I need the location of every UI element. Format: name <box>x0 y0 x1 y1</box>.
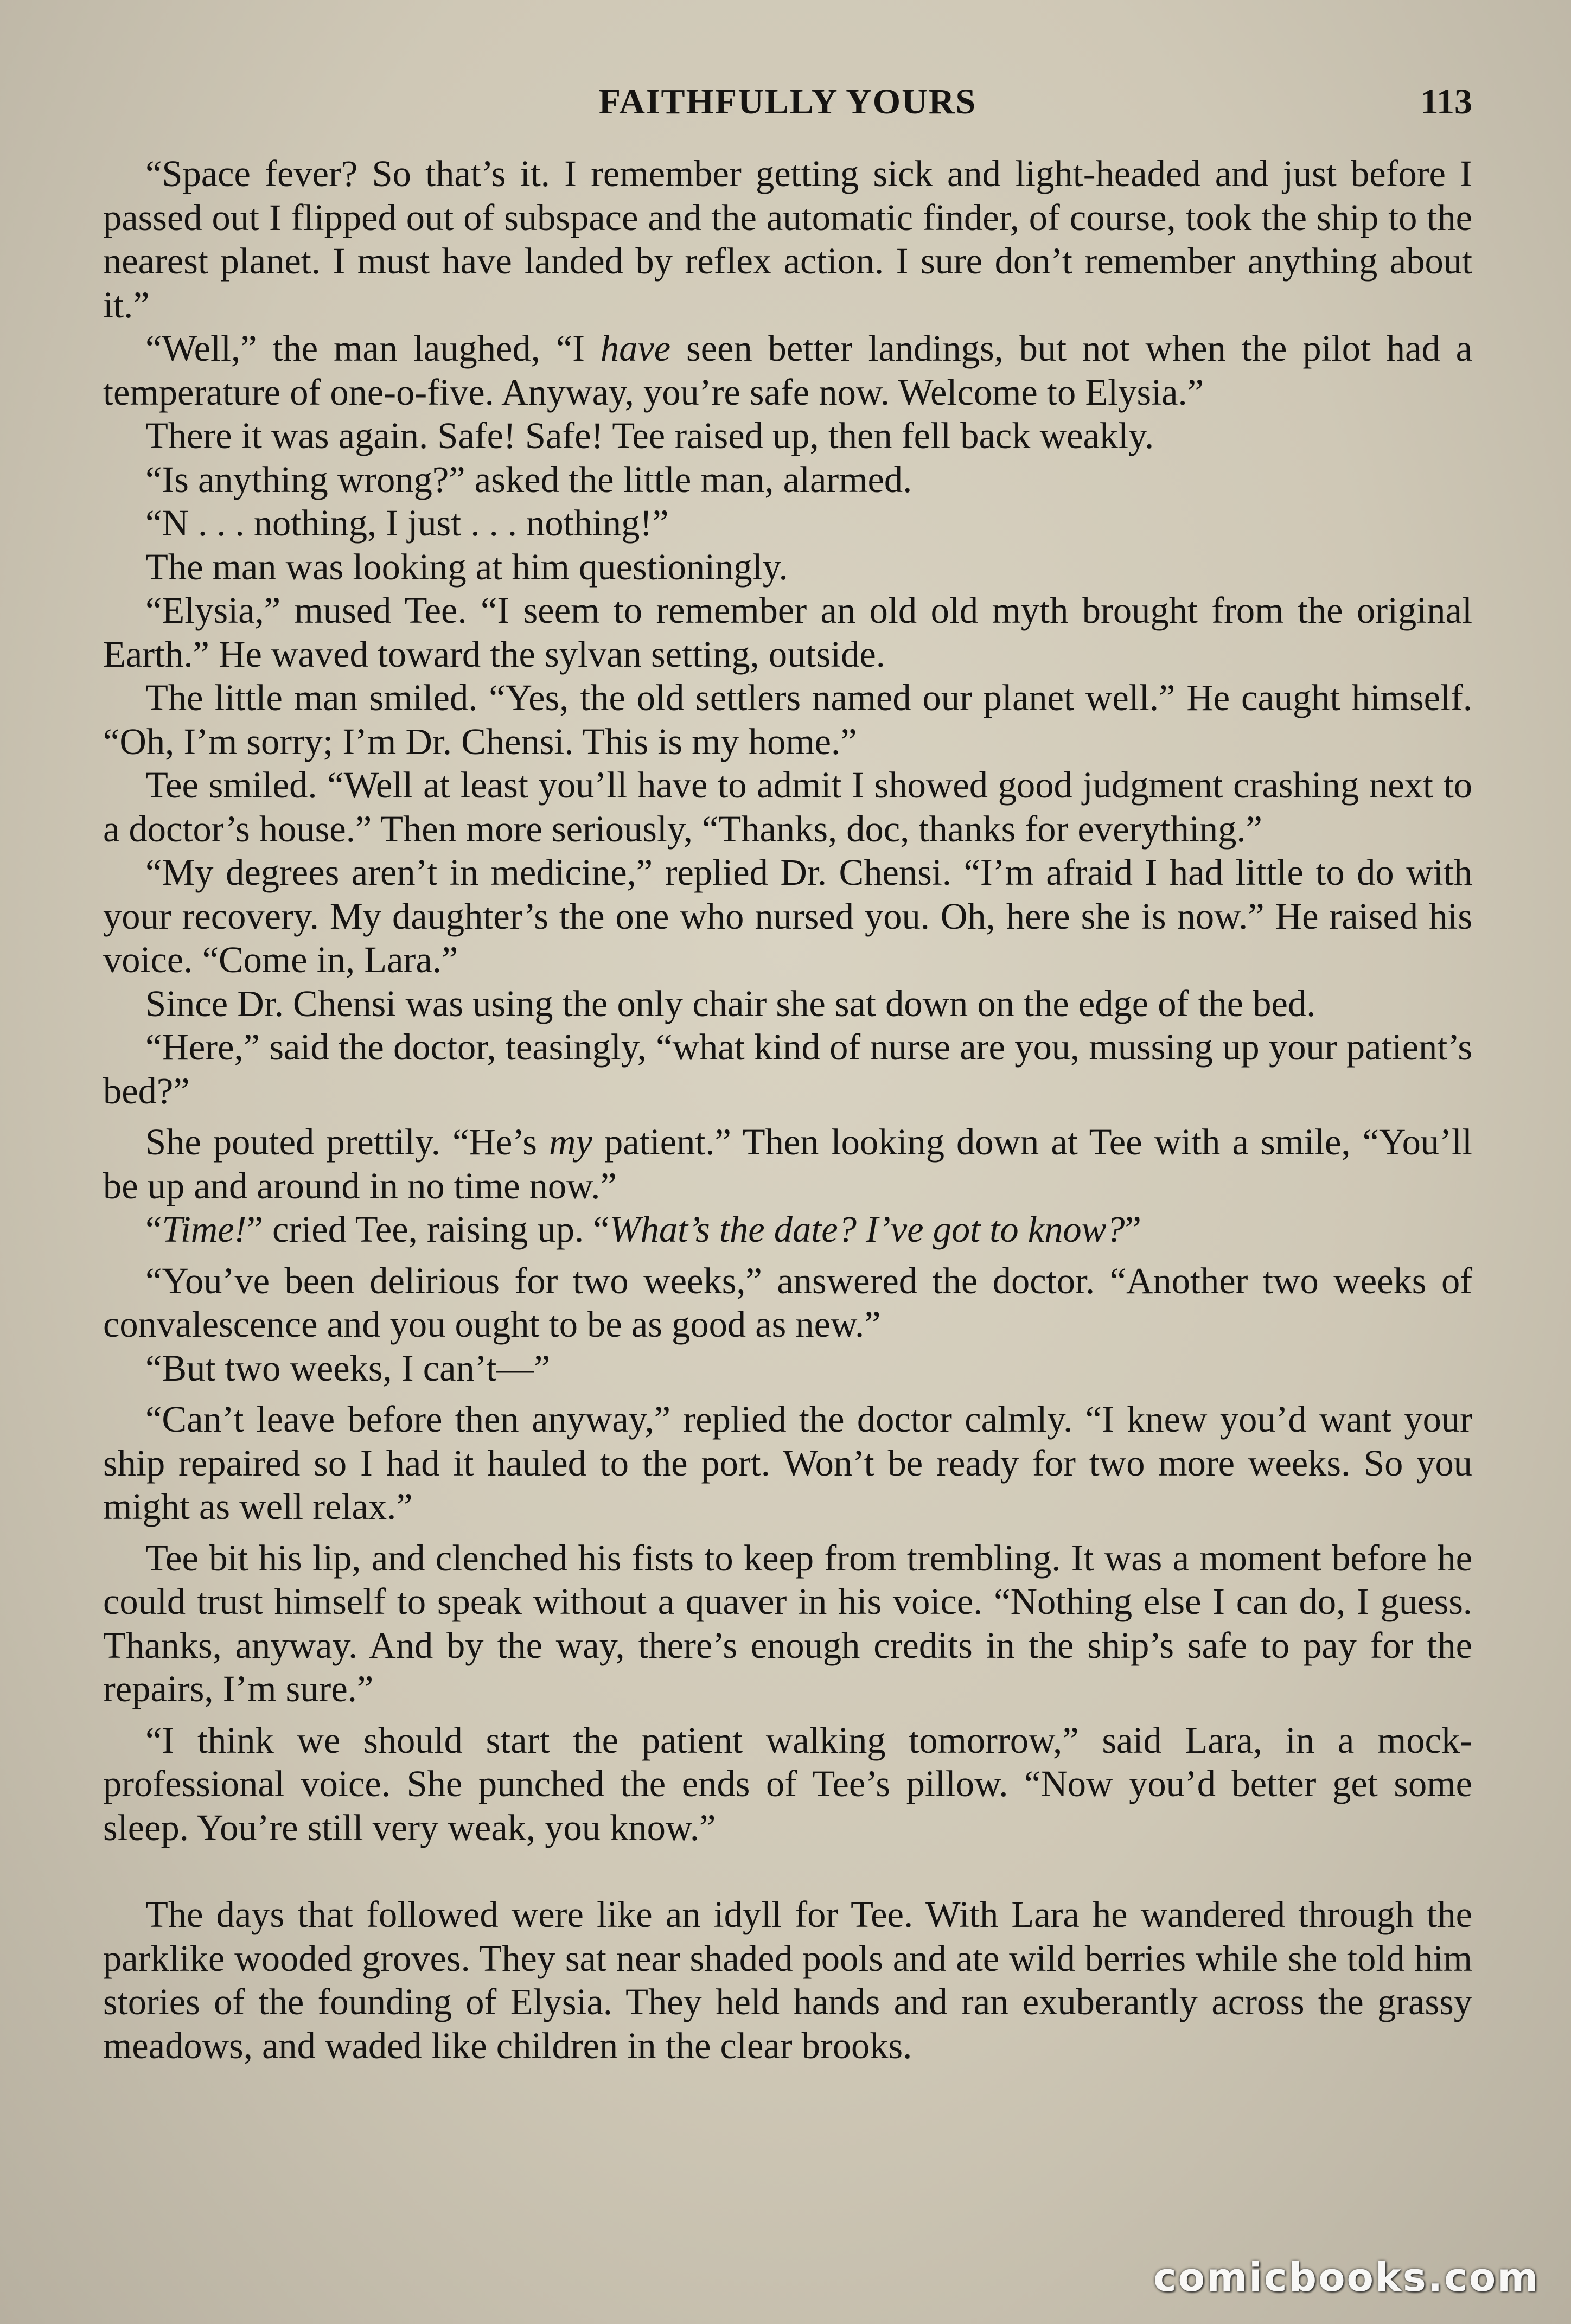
page-number: 113 <box>1420 82 1472 122</box>
body-text <box>103 152 1472 2067</box>
text-run: The days that followed were like an idyll for Tee. With Lara he wandered through the parklike wooded groves. They sat near shaded pools and ate wild berries while she told him stories of the founding of Elysia. They held hands and ran exuberantly across the grassy meadows, and waded like children in the clear brooks. <box>103 1894 1472 2066</box>
paragraph <box>103 982 1472 1026</box>
text-run: She pouted prettily. “He’s <box>145 1121 550 1163</box>
text-run: “My degrees aren’t in medicine,” replied Dr. Chensi. “I’m afraid I had little to do with your recovery. My daughter’s the one who nursed you. Oh, here she is now.” He raised his voice. “Come in, Lara.” <box>103 852 1472 980</box>
watermark-logo: comicbooks.com <box>1153 2255 1540 2300</box>
text-run: The little man smiled. “Yes, the old settlers named our planet well.” He caught himself. “Oh, I’m sorry; I’m Dr. Chensi. This is my home.” <box>103 677 1472 762</box>
text-run: The man was looking at him questioningly. <box>145 546 788 588</box>
paragraph <box>103 763 1472 851</box>
italic-text-run: What’s the date? I’ve got to know? <box>609 1209 1125 1250</box>
text-run: seen better landings, but not when the pilot had a temperature of one-o-five. Anyway, you’re safe now. Welcome to Elysia.” <box>103 328 1472 413</box>
paragraph <box>103 1025 1472 1113</box>
paragraph <box>103 1893 1472 2067</box>
paragraph <box>103 1719 1472 1850</box>
text-run: “I think we should start the patient walking tomorrow,” said Lara, in a mock-professional voice. She punched the ends of Tee’s pillow. “Now you’d better get some sleep. You’re still very weak, you know.” <box>103 1719 1472 1848</box>
paragraph <box>103 152 1472 327</box>
paragraph <box>103 1397 1472 1529</box>
paragraph <box>103 327 1472 414</box>
text-run: “N . . . nothing, I just . . . nothing!” <box>145 502 669 544</box>
paragraph <box>103 851 1472 982</box>
text-run: “Well,” the man laughed, “I <box>145 328 601 369</box>
text-run: “Elysia,” mused Tee. “I seem to remember an old old myth brought from the original Earth.” He waved toward the sylvan setting, outside. <box>103 590 1472 675</box>
text-run: Tee smiled. “Well at least you’ll have to admit I showed good judgment crashing next to a doctor’s house.” Then more seriously, “Thanks, doc, thanks for everything.” <box>103 764 1472 850</box>
paragraph <box>103 501 1472 545</box>
text-run: ” <box>1125 1209 1141 1250</box>
paragraph <box>103 1120 1472 1208</box>
running-head: FAITHFULLY YOURS <box>598 82 977 122</box>
italic-text-run: have <box>600 328 671 369</box>
paragraph <box>103 414 1472 458</box>
text-run: “You’ve been delirious for two weeks,” answered the doctor. “Another two weeks of convalescence and you ought to be as good as new.” <box>103 1260 1472 1345</box>
paragraph <box>103 1259 1472 1346</box>
paragraph <box>103 1346 1472 1390</box>
text-run: Since Dr. Chensi was using the only chair she sat down on the edge of the bed. <box>145 982 1316 1024</box>
paragraph <box>103 1536 1472 1711</box>
text-run: There it was again. Safe! Safe! Tee raised up, then fell back weakly. <box>145 415 1154 456</box>
text-run: Tee bit his lip, and clenched his fists to keep from trembling. It was a moment before he could trust himself to speak without a quaver in his voice. “Nothing else I can do, I guess. Thanks, anyway. And by the way, there’s enough credits in the ship’s safe to pay for the repairs, I’m sure.” <box>103 1537 1472 1709</box>
text-run: “Here,” said the doctor, teasingly, “what kind of nurse are you, mussing up your patient’s bed?” <box>103 1026 1472 1112</box>
paragraph <box>103 545 1472 589</box>
paragraph <box>103 1208 1472 1252</box>
paragraph <box>103 458 1472 502</box>
italic-text-run: Time! <box>162 1209 247 1250</box>
text-run: “ <box>145 1209 162 1250</box>
text-run: “Space fever? So that’s it. I remember getting sick and light-headed and just before I passed out I flipped out of subspace and the automatic finder, of course, took the ship to the nearest planet. I must have landed by reflex action. I sure don’t remember anything about it.” <box>103 153 1472 325</box>
text-run: “Can’t leave before then anyway,” replied the doctor calmly. “I knew you’d want your ship repaired so I had it hauled to the port. Won’t be ready for two more weeks. So you might as well relax.” <box>103 1399 1472 1527</box>
paragraph <box>103 676 1472 763</box>
page-header <box>103 81 1472 130</box>
text-run: “Is anything wrong?” asked the little man, alarmed. <box>145 458 912 500</box>
paragraph <box>103 589 1472 676</box>
text-run: patient.” Then looking down at Tee with a smile, “You’ll be up and around in no time now.” <box>103 1121 1472 1206</box>
text-run: “But two weeks, I can’t—” <box>145 1347 551 1389</box>
italic-text-run: my <box>549 1121 592 1163</box>
text-run: ” cried Tee, raising up. “ <box>246 1209 610 1250</box>
